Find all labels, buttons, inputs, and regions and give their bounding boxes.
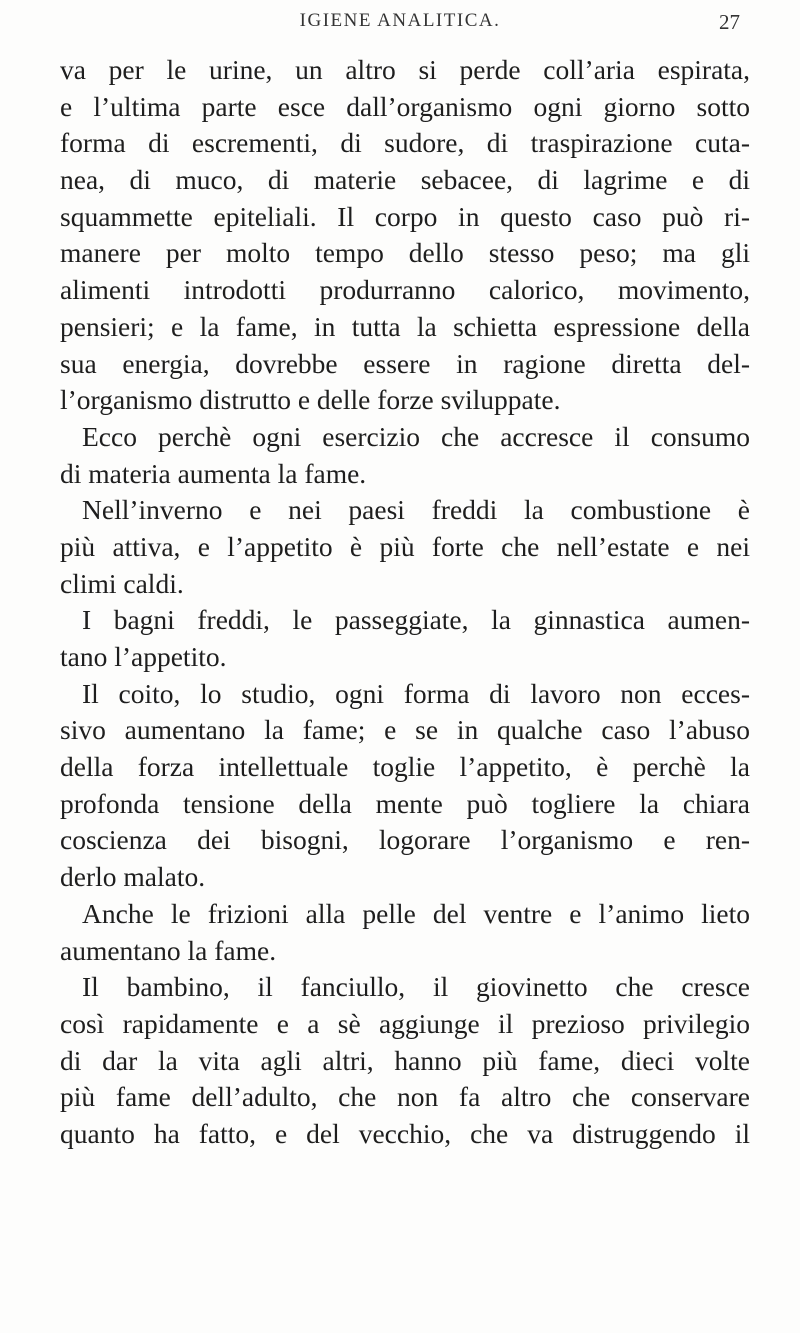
text-line: coscienza dei bisogni, logorare l’organismo e ren- [60,824,750,856]
text-line: tano l’appetito. [60,641,227,672]
text-line: della forza intellettuale toglie l’appetito, è perchè la [60,751,750,783]
text-line: Il bambino, il fanciullo, il giovinetto che cresce [82,971,750,1003]
text-line: sua energia, dovrebbe essere in ragione diretta del- [60,347,750,379]
text-line: profonda tensione della mente può togliere la chiara [60,787,750,819]
text-line: Ecco perchè ogni esercizio che accresce il consumo [82,420,750,452]
text-line: manere per molto tempo dello stesso peso; ma gli [60,237,750,269]
text-line: e l’ultima parte esce dall’organismo ogni giorno sotto [60,90,750,122]
text-line: quanto ha fatto, e del vecchio, che va distruggendo il [60,1117,750,1149]
text-line: nea, di muco, di materie sebacee, di lagrime e di [60,164,750,196]
page-number: 27 [719,10,740,34]
text-line: va per le urine, un altro si perde coll’aria espirata, [60,54,750,85]
running-title: IGIENE ANALITICA. [299,10,501,31]
body-text [60,52,750,1153]
page-header [60,10,740,42]
text-line: Il coito, lo studio, ogni forma di lavoro non ecces- [82,677,750,709]
text-line: I bagni freddi, le passeggiate, la ginnastica aumen- [82,604,750,636]
text-line: derlo malato. [60,861,206,893]
text-line: aumentano la fame. [60,934,277,966]
text-line: alimenti introdotti produrranno calorico, movimento, [60,274,750,306]
text-line: squammette epiteliali. Il corpo in questo caso può ri- [60,200,750,232]
text-line: più attiva, e l’appetito è più forte che nell’estate e nei [60,530,750,562]
text-line: pensieri; e la fame, in tutta la schietta espressione della [60,310,750,342]
text-line: di materia aumenta la fame. [60,457,367,489]
text-line: Nell’inverno e nei paesi freddi la combustione è [82,494,750,526]
text-line: climi caldi. [60,567,184,599]
text-line: l’organismo distrutto e delle forze sviluppate. [60,384,561,416]
text-line: sivo aumentano la fame; e se in qualche caso l’abuso [60,714,750,746]
text-line: forma di escrementi, di sudore, di traspirazione cuta- [60,127,750,159]
text-line: più fame dell’adulto, che non fa altro che conservare [60,1081,750,1113]
text-line: Anche le frizioni alla pelle del ventre e l’animo lieto [82,897,750,929]
text-line: così rapidamente e a sè aggiunge il prezioso privilegio [60,1007,750,1039]
text-line: di dar la vita agli altri, hanno più fame, dieci volte [60,1044,750,1076]
